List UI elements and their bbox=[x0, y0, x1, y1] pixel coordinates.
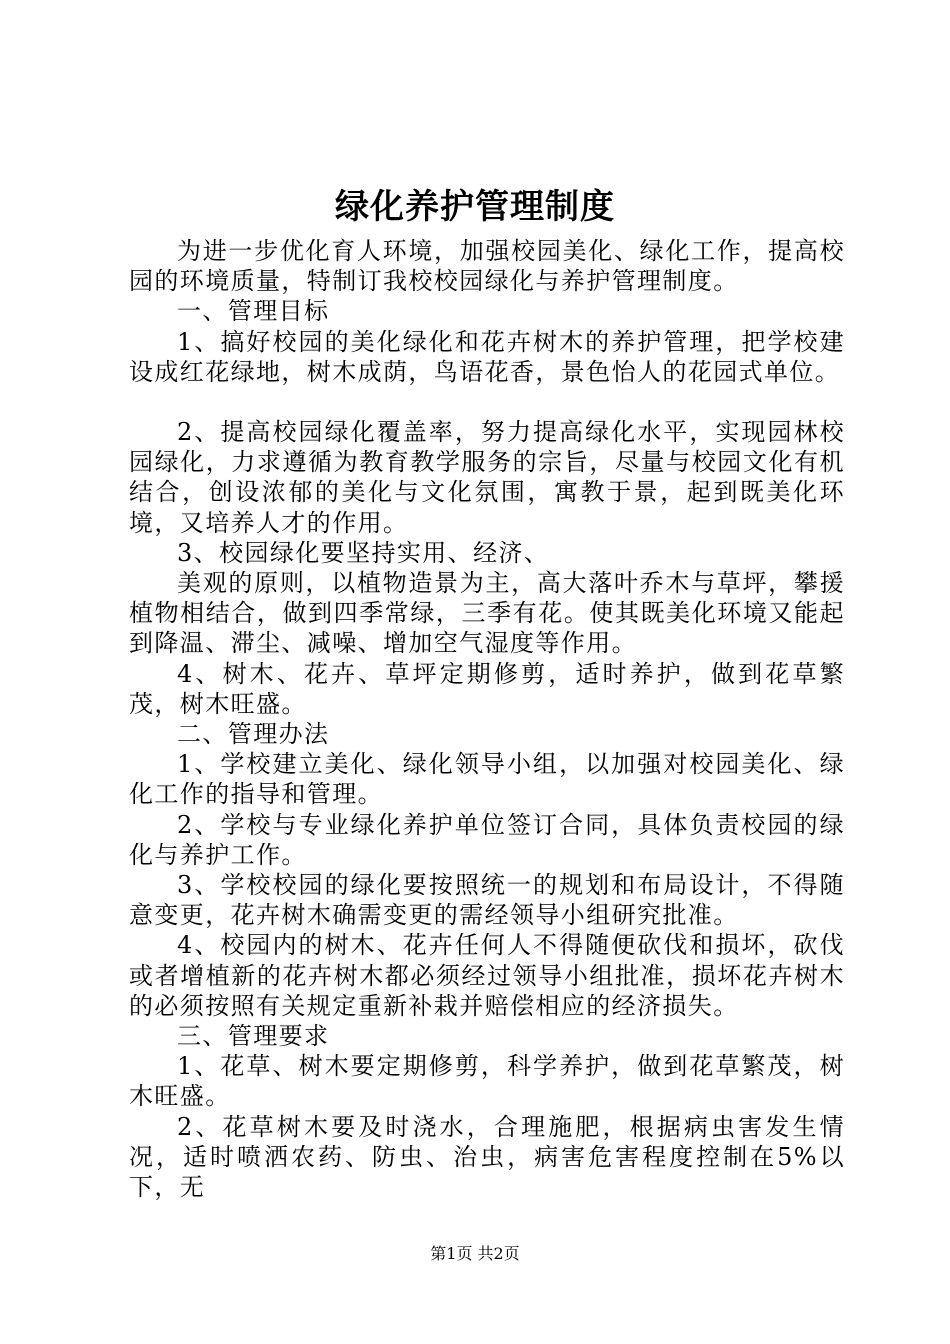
intro-paragraph: 为进一步优化育人环境，加强校园美化、绿化工作，提高校园的环境质量，特制订我校校园绿化与养护管理制度。 bbox=[129, 237, 845, 296]
method-item-3: 3、学校校园的绿化要按照统一的规划和布局设计，不得随意变更，花卉树木确需变更的需经领导小组研究批准。 bbox=[129, 871, 845, 930]
method-item-4: 4、校园内的树木、花卉任何人不得随便砍伐和损坏，砍伐或者增植新的花卉树木都必须经过领导小组批准，损坏花卉树木的必须按照有关规定重新补栽并赔偿相应的经济损失。 bbox=[129, 931, 845, 1020]
goal-item-3-continued: 美观的原则，以植物造景为主，高大落叶乔木与草坪，攀援植物相结合，做到四季常绿，三季有花。使其既美化环境又能起到降温、滞尘、减噪、增加空气湿度等作用。 bbox=[129, 569, 845, 658]
goal-item-4: 4、树木、花卉、草坪定期修剪，适时养护，做到花草繁茂，树木旺盛。 bbox=[129, 659, 845, 718]
requirement-item-1: 1、花草、树木要定期修剪，科学养护，做到花草繁茂，树木旺盛。 bbox=[129, 1052, 845, 1111]
requirement-item-2: 2、花草树木要及时浇水，合理施肥，根据病虫害发生情况，适时喷洒农药、防虫、治虫，病害危害程度控制在5%以下，无 bbox=[129, 1112, 845, 1202]
goal-item-2: 2、提高校园绿化覆盖率，努力提高绿化水平，实现园林校园绿化，力求遵循为教育教学服务的宗旨，尽量与校园文化有机结合，创设浓郁的美化与文化氛围，寓教于景，起到既美化环境，又培养人才的作用。 bbox=[129, 418, 845, 537]
section-heading-methods: 二、管理办法 bbox=[177, 720, 330, 749]
document-body bbox=[129, 236, 845, 1202]
method-item-1: 1、学校建立美化、绿化领导小组，以加强对校园美化、绿化工作的指导和管理。 bbox=[129, 750, 845, 809]
page-footer: 第1页 共2页 bbox=[430, 1244, 520, 1263]
method-item-2: 2、学校与专业绿化养护单位签订合同，具体负责校园的绿化与养护工作。 bbox=[129, 810, 845, 869]
section-heading-requirements: 三、管理要求 bbox=[177, 1022, 330, 1051]
document-title: 绿化养护管理制度 bbox=[335, 187, 615, 227]
goal-item-1: 1、搞好校园的美化绿化和花卉树木的养护管理，把学校建设成红花绿地，树木成荫，鸟语花香，景色怡人的花园式单位。 bbox=[129, 327, 845, 386]
section-heading-goals: 一、管理目标 bbox=[177, 297, 330, 326]
goal-item-3: 3、校园绿化要坚持实用、经济、 bbox=[177, 538, 550, 567]
